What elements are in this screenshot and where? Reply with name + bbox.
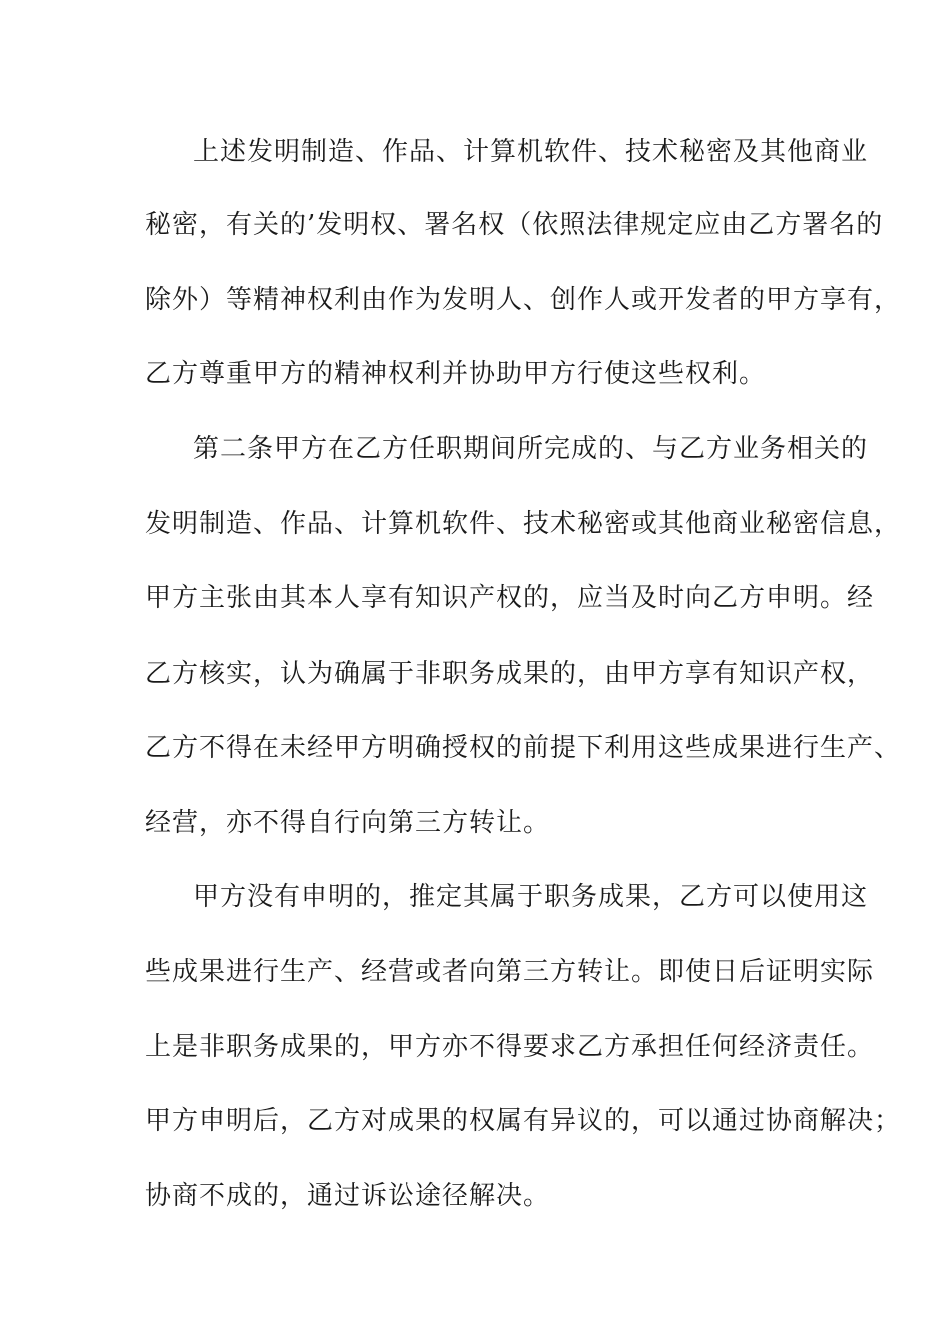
paragraph-1-line-3: 除外）等精神权利由作为发明人、创作人或开发者的甲方享有， — [145, 285, 902, 315]
paragraph-1-line-2: 秘密，有关的’发明权、署名权（依照法律规定应由乙方署名的 — [145, 210, 884, 240]
paragraph-3-line-3: 上是非职务成果的，甲方亦不得要求乙方承担任何经济责任。 — [145, 1032, 875, 1062]
paragraph-3-line-5: 协商不成的，通过诉讼途径解决。 — [145, 1181, 551, 1211]
paragraph-3-line-2: 些成果进行生产、经营或者向第三方转让。即使日后证明实际 — [145, 957, 875, 987]
paragraph-2-line-5: 乙方不得在未经甲方明确授权的前提下利用这些成果进行生产、 — [145, 733, 902, 763]
paragraph-2-line-4: 乙方核实，认为确属于非职务成果的，由甲方享有知识产权， — [145, 659, 875, 689]
paragraph-3-line-4: 甲方申明后，乙方对成果的权属有异议的，可以通过协商解决； — [145, 1106, 902, 1136]
paragraph-2-line-2: 发明制造、作品、计算机软件、技术秘密或其他商业秘密信息， — [145, 509, 902, 539]
paragraph-2-line-3: 甲方主张由其本人享有知识产权的，应当及时向乙方申明。经 — [145, 583, 875, 613]
paragraph-2-line-1: 第二条甲方在乙方任职期间所完成的、与乙方业务相关的 — [193, 434, 869, 464]
paragraph-3-line-1: 甲方没有申明的，推定其属于职务成果，乙方可以使用这 — [193, 882, 869, 912]
paragraph-1-line-1: 上述发明制造、作品、计算机软件、技术秘密及其他商业 — [193, 137, 869, 167]
paragraph-1-line-4: 乙方尊重甲方的精神权利并协助甲方行使这些权利。 — [145, 359, 767, 389]
paragraph-2-line-6: 经营，亦不得自行向第三方转让。 — [145, 808, 551, 838]
